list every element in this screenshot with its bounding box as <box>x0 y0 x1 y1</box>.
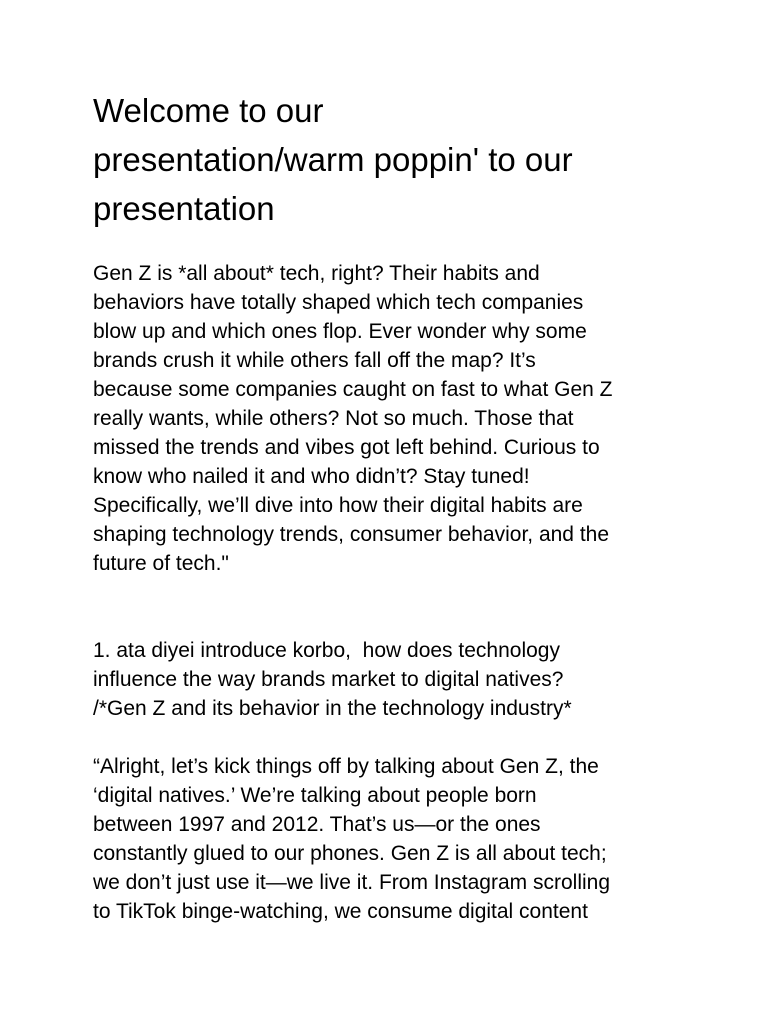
paragraph-line: behaviors have totally shaped which tech companies <box>93 291 584 314</box>
paragraph-line: missed the trends and vibes got left behind. Curious to <box>93 436 600 459</box>
title-line: presentation/warm poppin' to our <box>93 141 573 178</box>
intro-paragraph <box>93 259 693 578</box>
paragraph-line: we don’t just use it—we live it. From Instagram scrolling <box>93 871 611 894</box>
paragraph-line: Gen Z is *all about* tech, right? Their habits and <box>93 262 540 285</box>
paragraph-line: really wants, while others? Not so much. Those that <box>93 407 574 430</box>
paragraph-line: because some companies caught on fast to what Gen Z <box>93 378 613 401</box>
paragraph-line: ‘digital natives.’ We’re talking about people born <box>93 784 537 807</box>
document-title <box>93 86 693 233</box>
paragraph-line: blow up and which ones flop. Ever wonder why some <box>93 320 587 343</box>
quote-paragraph <box>93 752 693 926</box>
paragraph-line: to TikTok binge-watching, we consume digital content <box>93 900 588 923</box>
section-1-heading <box>93 636 693 723</box>
paragraph-line: future of tech." <box>93 552 229 575</box>
title-line: presentation <box>93 190 275 227</box>
paragraph-line: constantly glued to our phones. Gen Z is all about tech; <box>93 842 607 865</box>
title-line: Welcome to our <box>93 92 324 129</box>
paragraph-line: between 1997 and 2012. That’s us—or the ones <box>93 813 541 836</box>
paragraph-line: brands crush it while others fall off the map? It’s <box>93 349 536 372</box>
paragraph-line: influence the way brands market to digital natives? <box>93 668 564 691</box>
paragraph-line: know who nailed it and who didn’t? Stay tuned! <box>93 465 530 488</box>
paragraph-line: 1. ata diyei introduce korbo, how does technology <box>93 639 560 662</box>
paragraph-line: Specifically, we’ll dive into how their digital habits are <box>93 494 583 517</box>
paragraph-line: /*Gen Z and its behavior in the technology industry* <box>93 697 572 720</box>
paragraph-line: shaping technology trends, consumer behavior, and the <box>93 523 610 546</box>
paragraph-line: “Alright, let’s kick things off by talking about Gen Z, the <box>93 755 599 778</box>
